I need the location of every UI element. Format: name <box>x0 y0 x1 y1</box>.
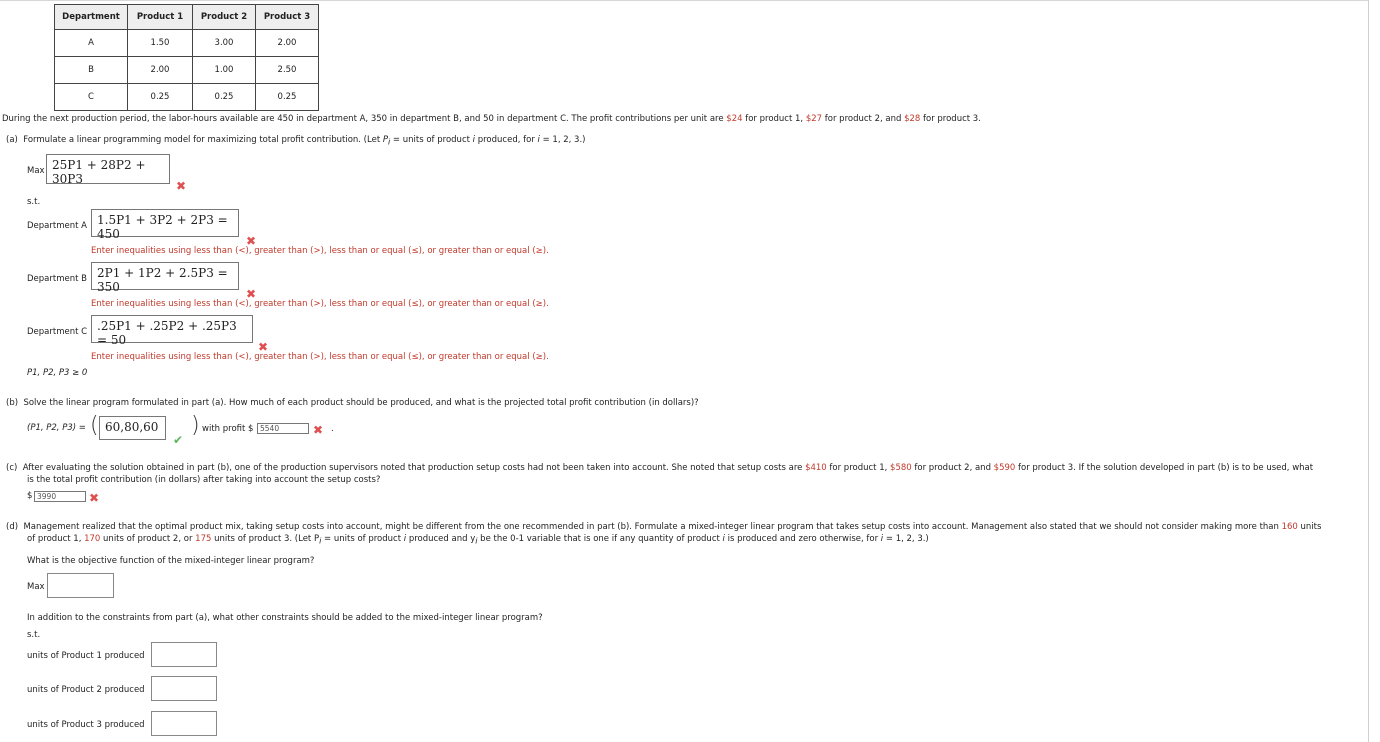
incorrect-icon: ✖ <box>258 340 269 354</box>
question-text: = 1, 2, 3.) <box>539 135 586 145</box>
part-d-question-line2: of product 1, 170 units of product 2, or 175 units of product 3. (Let $P_i$ = units of product i produced and $y_i$ be the 0-1 variable that is one if any quantity of product i is produced and zero otherwise, for i = 1, 2, 3.) <box>27 534 929 546</box>
question-text: Management realized that the optimal product mix, taking setup costs into account, might be different from the one recommended in part (b). Formulate a mixed-integer linear program that takes setup costs into account. Management also stated that we should not consider making more than <box>23 522 1282 532</box>
var-p: P <box>382 135 388 145</box>
table-header: Product 3 <box>256 5 319 30</box>
tuple-label: (P1, P2, P3) = <box>27 423 86 433</box>
dept-c-label: Department C <box>27 327 88 337</box>
question-text: units of product 3. (Let P <box>211 534 320 544</box>
table-header-row <box>55 5 319 30</box>
setup-cost-2: $580 <box>890 463 912 473</box>
intro-part: During the next production period, the labor-hours available are 450 in department A, 350 in department B, and 50 in department C. The profit contributions per unit are <box>2 114 727 124</box>
question-text: produced and y <box>406 534 476 544</box>
limit-2: 170 <box>84 534 101 544</box>
mip-objective-input[interactable] <box>47 573 114 598</box>
table-cell: B <box>55 57 128 84</box>
max-label: Max <box>27 582 45 592</box>
inequality-hint: Enter inequalities using less than (<), greater than (>), less than or equal (≤), or greater than or equal (≥). <box>91 352 549 362</box>
question-text: = units of product <box>390 135 473 145</box>
part-label: (c) <box>6 463 18 473</box>
question-text: After evaluating the solution obtained in part (b), one of the production supervisors noted that production setup costs had not been taken into account. She noted that setup costs are <box>22 463 806 473</box>
var-i: i <box>388 137 391 147</box>
units-product-1-input[interactable] <box>151 642 217 667</box>
units-product-3-label: units of Product 3 produced <box>27 720 145 730</box>
intro-part: for product 2, and <box>822 114 905 124</box>
objective-input[interactable]: 25P1 + 28P2 + 30P3 <box>46 154 170 184</box>
setup-profit-input[interactable]: 3990 <box>34 491 86 502</box>
part-label: (b) <box>6 398 19 408</box>
question-text: units <box>1297 522 1322 532</box>
question-text: = units of product <box>321 534 404 544</box>
inequality-hint: Enter inequalities using less than (<), greater than (>), less than or equal (≤), or greater than or equal (≥). <box>91 246 549 256</box>
st-label: s.t. <box>27 630 41 640</box>
limit-1: 160 <box>1281 522 1298 532</box>
part-c-question-line1 <box>6 463 1313 473</box>
intro-text <box>2 114 981 124</box>
question-text: Solve the linear program formulated in part (a). How much of each product should be produced, and what is the projected total profit contribution (in dollars)? <box>23 398 699 408</box>
table-cell: 2.00 <box>256 30 319 57</box>
units-product-1-label: units of Product 1 produced <box>27 651 145 661</box>
dept-a-label: Department A <box>27 221 87 231</box>
question-text: for product 3. If the solution developed in part (b) is to be used, what <box>1015 463 1314 473</box>
question-text: be the 0-1 variable that is one if any quantity of product <box>477 534 723 544</box>
period: . <box>331 424 334 434</box>
left-paren: ( <box>90 413 99 438</box>
dept-c-constraint-input[interactable]: .25P1 + .25P2 + .25P3 = 50 <box>91 315 253 343</box>
production-tuple-input[interactable]: 60,80,60 <box>99 416 166 440</box>
question-text: units of product 2, or <box>100 534 196 544</box>
st-label: s.t. <box>27 197 41 207</box>
nonnegativity-constraint: P1, P2, P3 ≥ 0 <box>27 368 88 378</box>
question-text: = 1, 2, 3.) <box>883 534 929 544</box>
table-header: Department <box>55 5 128 30</box>
part-label: (a) <box>6 135 18 145</box>
part-c-question-line2: is the total profit contribution (in dollars) after taking into account the setup costs? <box>27 475 381 485</box>
incorrect-icon: ✖ <box>89 491 100 505</box>
part-b-question <box>6 398 699 408</box>
question-text: for product 2, and <box>911 463 994 473</box>
table-header: Product 1 <box>128 5 193 30</box>
table-cell: 0.25 <box>193 84 256 111</box>
incorrect-icon: ✖ <box>313 423 324 437</box>
incorrect-icon: ✖ <box>246 287 257 301</box>
table-cell: 0.25 <box>128 84 193 111</box>
profit-p1: $24 <box>726 114 743 124</box>
question-text: Formulate a linear programming model for maximizing total profit contribution. (Let <box>23 135 383 145</box>
question-text: produced, for <box>475 135 538 145</box>
table-header: Product 2 <box>193 5 256 30</box>
limit-3: 175 <box>195 534 212 544</box>
table-cell: 1.00 <box>193 57 256 84</box>
intro-part: for product 3. <box>920 114 981 124</box>
var-i: i <box>537 135 540 145</box>
intro-part: for product 1, <box>742 114 806 124</box>
constraints-question: In addition to the constraints from part (a), what other constraints should be added to the mixed-integer linear program? <box>27 613 543 623</box>
var-i: i <box>472 135 476 145</box>
profit-p2: $27 <box>805 114 823 124</box>
table-cell: C <box>55 84 128 111</box>
table-cell: 2.00 <box>128 57 193 84</box>
part-d-question-line1 <box>6 522 1321 532</box>
incorrect-icon: ✖ <box>246 234 257 248</box>
labor-hours-table <box>54 4 319 111</box>
question-text: is produced and zero otherwise, for <box>724 534 881 544</box>
units-product-2-label: units of Product 2 produced <box>27 685 145 695</box>
max-label: Max <box>27 166 45 176</box>
table-cell: A <box>55 30 128 57</box>
incorrect-icon: ✖ <box>176 179 187 193</box>
setup-cost-1: $410 <box>805 463 827 473</box>
setup-cost-3: $590 <box>993 463 1016 473</box>
top-divider <box>0 0 1368 1</box>
dept-b-label: Department B <box>27 274 87 284</box>
units-product-3-input[interactable] <box>151 711 217 736</box>
right-divider <box>1368 0 1369 742</box>
table-cell: 1.50 <box>128 30 193 57</box>
dollar-sign: $ <box>27 491 33 501</box>
table-row <box>55 84 319 111</box>
profit-input[interactable]: 5540 <box>257 423 309 434</box>
inequality-hint: Enter inequalities using less than (<), greater than (>), less than or equal (≤), or greater than or equal (≥). <box>91 299 549 309</box>
units-product-2-input[interactable] <box>151 676 217 701</box>
dept-a-constraint-input[interactable]: 1.5P1 + 3P2 + 2P3 = 450 <box>91 209 239 237</box>
profit-label: with profit $ <box>202 424 254 434</box>
objective-question: What is the objective function of the mixed-integer linear program? <box>27 556 315 566</box>
correct-check-icon: ✔ <box>173 433 184 447</box>
profit-p3: $28 <box>904 114 921 124</box>
table-row <box>55 57 319 84</box>
table-cell: 3.00 <box>193 30 256 57</box>
table-cell: 0.25 <box>256 84 319 111</box>
table-row <box>55 30 319 57</box>
part-label: (d) <box>6 522 19 532</box>
question-text: of product 1, <box>27 534 85 544</box>
table-cell: 2.50 <box>256 57 319 84</box>
part-a-question <box>6 135 585 147</box>
question-text: for product 1, <box>826 463 891 473</box>
right-paren: ) <box>191 413 200 438</box>
dept-b-constraint-input[interactable]: 2P1 + 1P2 + 2.5P3 = 350 <box>91 262 239 290</box>
